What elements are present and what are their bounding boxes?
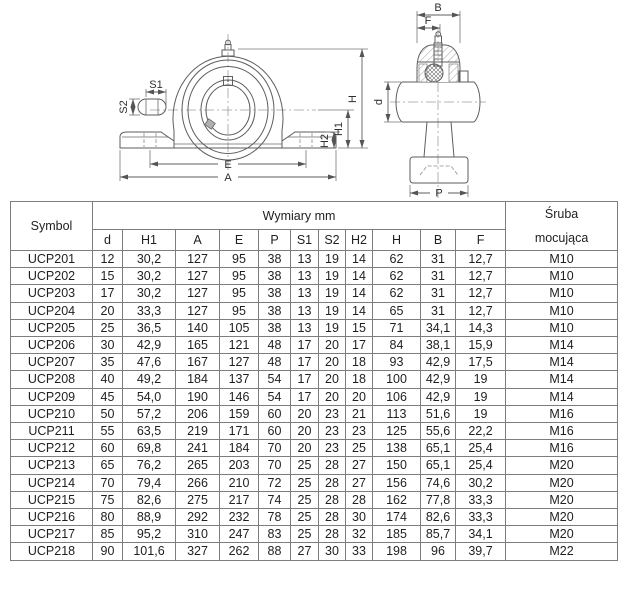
dim-cell: 76,2 <box>123 457 176 474</box>
dim-cell: 32 <box>346 526 373 543</box>
dim-cell: 14 <box>346 268 373 285</box>
spec-table-body <box>11 251 618 561</box>
dim-cell: 34,1 <box>421 319 456 336</box>
symbol-cell: UCP208 <box>11 371 93 388</box>
dim-cell: 165 <box>176 337 220 354</box>
dim-cell: 13 <box>291 251 319 268</box>
dim-cell: 219 <box>176 423 220 440</box>
col-header-p: P <box>259 230 291 251</box>
dim-cell: 20 <box>346 388 373 405</box>
dim-cell: 106 <box>373 388 421 405</box>
table-row <box>11 285 618 302</box>
dim-cell: 25 <box>291 509 319 526</box>
dim-cell: 88 <box>259 543 291 560</box>
dim-cell: 15 <box>93 268 123 285</box>
dim-cell: 60 <box>259 405 291 422</box>
dim-cell: 95,2 <box>123 526 176 543</box>
screw-cell: M22 <box>506 543 618 560</box>
dim-cell: 247 <box>220 526 259 543</box>
dim-cell: 74 <box>259 491 291 508</box>
screw-cell: M14 <box>506 371 618 388</box>
dim-cell: 83 <box>259 526 291 543</box>
dim-label-h2: H2 <box>319 133 331 149</box>
dim-cell: 47,6 <box>123 354 176 371</box>
dim-cell: 146 <box>220 388 259 405</box>
screw-cell: M20 <box>506 526 618 543</box>
dim-cell: 25 <box>346 440 373 457</box>
dim-cell: 13 <box>291 319 319 336</box>
dim-cell: 31 <box>421 285 456 302</box>
dim-cell: 14 <box>346 285 373 302</box>
dim-cell: 30,2 <box>123 285 176 302</box>
dim-cell: 20 <box>319 371 346 388</box>
dim-cell: 22,2 <box>456 423 506 440</box>
symbol-column-header: Symbol <box>11 202 93 251</box>
side-view-drawing <box>373 2 486 200</box>
dim-cell: 12,7 <box>456 285 506 302</box>
dim-cell: 13 <box>291 302 319 319</box>
dim-cell: 327 <box>176 543 220 560</box>
dim-cell: 217 <box>220 491 259 508</box>
dim-cell: 27 <box>346 474 373 491</box>
dim-cell: 65,1 <box>421 440 456 457</box>
dim-cell: 38 <box>259 302 291 319</box>
dim-cell: 80 <box>93 509 123 526</box>
screw-cell: M20 <box>506 457 618 474</box>
dim-cell: 70 <box>259 457 291 474</box>
dim-cell: 25,4 <box>456 457 506 474</box>
dim-cell: 31 <box>421 302 456 319</box>
dim-cell: 17 <box>346 337 373 354</box>
dim-cell: 17 <box>93 285 123 302</box>
dim-cell: 20 <box>93 302 123 319</box>
dim-cell: 71 <box>373 319 421 336</box>
dim-cell: 28 <box>319 474 346 491</box>
dim-cell: 25 <box>291 474 319 491</box>
dim-cell: 33,3 <box>123 302 176 319</box>
dim-cell: 19 <box>319 319 346 336</box>
dim-cell: 127 <box>176 268 220 285</box>
dim-cell: 42,9 <box>421 354 456 371</box>
symbol-cell: UCP206 <box>11 337 93 354</box>
col-header-s1: S1 <box>291 230 319 251</box>
dim-cell: 127 <box>220 354 259 371</box>
dim-cell: 203 <box>220 457 259 474</box>
dim-cell: 85,7 <box>421 526 456 543</box>
dim-cell: 190 <box>176 388 220 405</box>
screw-cell: M10 <box>506 285 618 302</box>
dim-cell: 82,6 <box>123 491 176 508</box>
dim-cell: 12,7 <box>456 251 506 268</box>
dim-cell: 184 <box>176 371 220 388</box>
dim-cell: 19 <box>319 285 346 302</box>
dim-cell: 72 <box>259 474 291 491</box>
screw-cell: M10 <box>506 302 618 319</box>
dim-cell: 262 <box>220 543 259 560</box>
symbol-cell: UCP201 <box>11 251 93 268</box>
table-row <box>11 268 618 285</box>
col-header-h: H <box>373 230 421 251</box>
table-row <box>11 251 618 268</box>
dim-cell: 31 <box>421 268 456 285</box>
technical-drawing <box>0 0 625 200</box>
col-header-a: A <box>176 230 220 251</box>
dim-cell: 12 <box>93 251 123 268</box>
dim-cell: 241 <box>176 440 220 457</box>
col-header-e: E <box>220 230 259 251</box>
dim-cell: 45 <box>93 388 123 405</box>
dim-cell: 33 <box>346 543 373 560</box>
dim-cell: 36,5 <box>123 319 176 336</box>
screw-cell: M20 <box>506 491 618 508</box>
dim-cell: 17 <box>291 337 319 354</box>
dim-cell: 19 <box>456 388 506 405</box>
dim-cell: 33,3 <box>456 509 506 526</box>
dim-cell: 19 <box>319 302 346 319</box>
dim-label-f: F <box>424 15 432 27</box>
dim-cell: 70 <box>93 474 123 491</box>
dim-cell: 23 <box>319 440 346 457</box>
symbol-cell: UCP215 <box>11 491 93 508</box>
dim-label-s1: S1 <box>149 79 163 91</box>
dim-cell: 25 <box>93 319 123 336</box>
dim-cell: 23 <box>319 405 346 422</box>
table-row <box>11 337 618 354</box>
symbol-cell: UCP210 <box>11 405 93 422</box>
dim-cell: 19 <box>319 251 346 268</box>
dim-cell: 14 <box>346 251 373 268</box>
dim-cell: 265 <box>176 457 220 474</box>
dim-cell: 62 <box>373 285 421 302</box>
dim-cell: 20 <box>291 440 319 457</box>
dim-cell: 20 <box>291 423 319 440</box>
table-row <box>11 457 618 474</box>
symbol-cell: UCP211 <box>11 423 93 440</box>
dim-cell: 17,5 <box>456 354 506 371</box>
table-row <box>11 319 618 336</box>
dim-cell: 30,2 <box>456 474 506 491</box>
dim-cell: 150 <box>373 457 421 474</box>
dim-cell: 184 <box>220 440 259 457</box>
symbol-cell: UCP218 <box>11 543 93 560</box>
col-header-h2: H2 <box>346 230 373 251</box>
dim-cell: 85 <box>93 526 123 543</box>
dim-cell: 210 <box>220 474 259 491</box>
dim-cell: 25 <box>291 457 319 474</box>
dim-cell: 28 <box>319 526 346 543</box>
dim-cell: 25,4 <box>456 440 506 457</box>
dim-cell: 63,5 <box>123 423 176 440</box>
dim-cell: 79,4 <box>123 474 176 491</box>
dim-cell: 156 <box>373 474 421 491</box>
dim-cell: 13 <box>291 268 319 285</box>
table-row <box>11 371 618 388</box>
dim-cell: 28 <box>319 491 346 508</box>
dim-cell: 18 <box>346 354 373 371</box>
col-header-f: F <box>456 230 506 251</box>
dim-cell: 174 <box>373 509 421 526</box>
dim-label-h: H <box>347 95 359 103</box>
symbol-cell: UCP213 <box>11 457 93 474</box>
dim-cell: 20 <box>319 388 346 405</box>
dim-cell: 19 <box>319 268 346 285</box>
dim-cell: 55 <box>93 423 123 440</box>
dim-cell: 48 <box>259 354 291 371</box>
table-row <box>11 354 618 371</box>
dim-cell: 33,3 <box>456 491 506 508</box>
screw-header-line2: mocująca <box>534 231 589 245</box>
dim-cell: 121 <box>220 337 259 354</box>
dim-cell: 137 <box>220 371 259 388</box>
dim-cell: 55,6 <box>421 423 456 440</box>
dim-cell: 34,1 <box>456 526 506 543</box>
dim-cell: 40 <box>93 371 123 388</box>
screw-header-line1: Śruba <box>544 207 579 221</box>
dim-cell: 48 <box>259 337 291 354</box>
dim-cell: 30 <box>93 337 123 354</box>
dim-cell: 96 <box>421 543 456 560</box>
dim-cell: 95 <box>220 251 259 268</box>
screw-cell: M10 <box>506 268 618 285</box>
dim-cell: 31 <box>421 251 456 268</box>
dim-cell: 171 <box>220 423 259 440</box>
symbol-cell: UCP209 <box>11 388 93 405</box>
screw-cell: M16 <box>506 440 618 457</box>
dim-cell: 30,2 <box>123 268 176 285</box>
symbol-cell: UCP214 <box>11 474 93 491</box>
dim-cell: 232 <box>220 509 259 526</box>
dim-cell: 28 <box>319 457 346 474</box>
dim-cell: 12,7 <box>456 268 506 285</box>
dim-cell: 70 <box>259 440 291 457</box>
dim-cell: 60 <box>93 440 123 457</box>
col-header-d: d <box>93 230 123 251</box>
dim-cell: 138 <box>373 440 421 457</box>
dim-cell: 88,9 <box>123 509 176 526</box>
table-row <box>11 423 618 440</box>
dim-label-a: A <box>224 172 232 184</box>
dim-cell: 30 <box>346 509 373 526</box>
dim-cell: 100 <box>373 371 421 388</box>
dim-cell: 49,2 <box>123 371 176 388</box>
dim-cell: 93 <box>373 354 421 371</box>
dim-cell: 90 <box>93 543 123 560</box>
dim-cell: 23 <box>319 423 346 440</box>
dim-cell: 39,7 <box>456 543 506 560</box>
dim-cell: 25 <box>291 526 319 543</box>
table-row <box>11 526 618 543</box>
table-row <box>11 474 618 491</box>
dim-cell: 65 <box>373 302 421 319</box>
dim-cell: 206 <box>176 405 220 422</box>
dim-label-h1: H1 <box>333 121 345 137</box>
table-row <box>11 302 618 319</box>
dim-cell: 42,9 <box>421 371 456 388</box>
dim-cell: 275 <box>176 491 220 508</box>
dim-cell: 38 <box>259 319 291 336</box>
dim-cell: 28 <box>346 491 373 508</box>
screw-cell: M20 <box>506 474 618 491</box>
dim-cell: 54 <box>259 371 291 388</box>
dim-cell: 127 <box>176 251 220 268</box>
dim-cell: 159 <box>220 405 259 422</box>
dim-cell: 74,6 <box>421 474 456 491</box>
dim-cell: 54 <box>259 388 291 405</box>
symbol-cell: UCP203 <box>11 285 93 302</box>
dim-label-s2: S2 <box>118 100 130 114</box>
dim-label-b: B <box>434 2 442 14</box>
dim-cell: 51,6 <box>421 405 456 422</box>
dim-cell: 42,9 <box>123 337 176 354</box>
dim-cell: 14 <box>346 302 373 319</box>
symbol-cell: UCP216 <box>11 509 93 526</box>
table-row <box>11 440 618 457</box>
col-header-s2: S2 <box>319 230 346 251</box>
dim-cell: 140 <box>176 319 220 336</box>
dim-cell: 25 <box>291 491 319 508</box>
dim-cell: 19 <box>456 371 506 388</box>
dim-cell: 30 <box>319 543 346 560</box>
symbol-cell: UCP202 <box>11 268 93 285</box>
symbol-cell: UCP207 <box>11 354 93 371</box>
dim-cell: 28 <box>319 509 346 526</box>
dim-cell: 127 <box>176 302 220 319</box>
dim-cell: 14,3 <box>456 319 506 336</box>
dim-cell: 185 <box>373 526 421 543</box>
dim-label-d: d <box>373 98 385 106</box>
dim-label-e: E <box>224 159 232 171</box>
dim-cell: 84 <box>373 337 421 354</box>
dim-cell: 95 <box>220 285 259 302</box>
dim-cell: 266 <box>176 474 220 491</box>
dim-cell: 27 <box>346 457 373 474</box>
dim-cell: 95 <box>220 302 259 319</box>
symbol-cell: UCP217 <box>11 526 93 543</box>
dim-cell: 20 <box>291 405 319 422</box>
dim-cell: 17 <box>291 388 319 405</box>
dim-cell: 15,9 <box>456 337 506 354</box>
dim-cell: 21 <box>346 405 373 422</box>
dim-cell: 50 <box>93 405 123 422</box>
table-row <box>11 543 618 560</box>
dim-cell: 15 <box>346 319 373 336</box>
dim-cell: 75 <box>93 491 123 508</box>
dim-cell: 127 <box>176 285 220 302</box>
dim-cell: 38,1 <box>421 337 456 354</box>
dim-cell: 113 <box>373 405 421 422</box>
dim-cell: 101,6 <box>123 543 176 560</box>
dim-cell: 35 <box>93 354 123 371</box>
dim-cell: 38 <box>259 251 291 268</box>
dim-cell: 57,2 <box>123 405 176 422</box>
dim-cell: 65,1 <box>421 457 456 474</box>
dim-cell: 77,8 <box>421 491 456 508</box>
screw-cell: M10 <box>506 251 618 268</box>
dim-cell: 30,2 <box>123 251 176 268</box>
front-view-drawing <box>118 34 368 184</box>
dim-cell: 12,7 <box>456 302 506 319</box>
col-header-h1: H1 <box>123 230 176 251</box>
screw-cell: M20 <box>506 509 618 526</box>
table-row <box>11 509 618 526</box>
screw-cell: M14 <box>506 388 618 405</box>
dim-cell: 19 <box>456 405 506 422</box>
dim-cell: 95 <box>220 268 259 285</box>
symbol-cell: UCP212 <box>11 440 93 457</box>
screw-cell: M14 <box>506 354 618 371</box>
screw-cell: M14 <box>506 337 618 354</box>
table-row <box>11 405 618 422</box>
dim-cell: 18 <box>346 371 373 388</box>
table-row <box>11 388 618 405</box>
dim-cell: 125 <box>373 423 421 440</box>
dim-cell: 20 <box>319 337 346 354</box>
dim-cell: 54,0 <box>123 388 176 405</box>
dim-cell: 82,6 <box>421 509 456 526</box>
table-row <box>11 491 618 508</box>
dim-cell: 292 <box>176 509 220 526</box>
screw-cell: M16 <box>506 405 618 422</box>
dim-cell: 162 <box>373 491 421 508</box>
dim-cell: 69,8 <box>123 440 176 457</box>
dim-cell: 27 <box>291 543 319 560</box>
dim-cell: 105 <box>220 319 259 336</box>
dim-cell: 198 <box>373 543 421 560</box>
dim-cell: 62 <box>373 268 421 285</box>
symbol-cell: UCP205 <box>11 319 93 336</box>
screw-column-header <box>506 202 618 251</box>
screw-cell: M16 <box>506 423 618 440</box>
dim-cell: 17 <box>291 371 319 388</box>
symbol-cell: UCP204 <box>11 302 93 319</box>
dim-cell: 62 <box>373 251 421 268</box>
dim-cell: 20 <box>319 354 346 371</box>
dim-cell: 60 <box>259 423 291 440</box>
dim-cell: 38 <box>259 268 291 285</box>
dimensions-group-header: Wymiary mm <box>93 202 506 230</box>
dimensions-table <box>10 201 618 561</box>
dim-cell: 23 <box>346 423 373 440</box>
screw-cell: M10 <box>506 319 618 336</box>
dim-cell: 78 <box>259 509 291 526</box>
dim-cell: 310 <box>176 526 220 543</box>
dim-label-p: P <box>435 187 443 200</box>
dim-cell: 38 <box>259 285 291 302</box>
dim-cell: 65 <box>93 457 123 474</box>
dim-cell: 167 <box>176 354 220 371</box>
dim-cell: 17 <box>291 354 319 371</box>
col-header-b: B <box>421 230 456 251</box>
dim-cell: 13 <box>291 285 319 302</box>
dim-cell: 42,9 <box>421 388 456 405</box>
